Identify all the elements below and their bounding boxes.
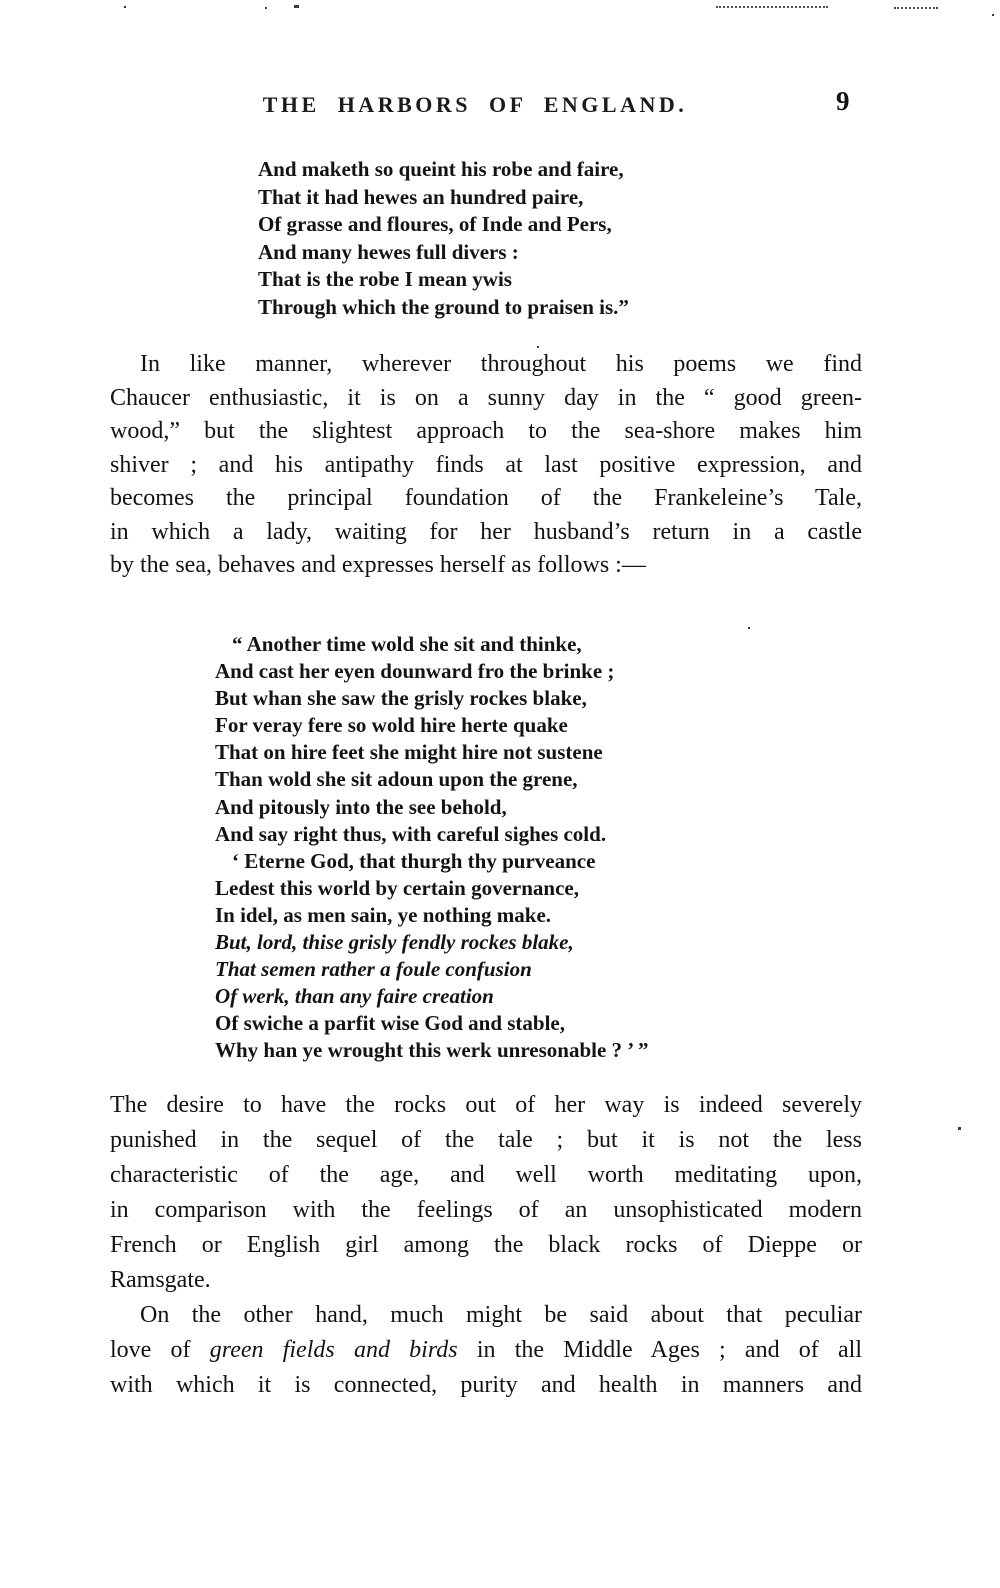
poem-line: Than wold she sit adoun upon the grene,: [215, 767, 578, 792]
paragraphs-bottom: [110, 1088, 862, 1403]
body-line: in which a lady, waiting for her husband’s return in a castle: [110, 518, 862, 545]
body-line: Chaucer enthusiastic, it is on a sunny day in the “ good green-: [110, 384, 862, 411]
scan-speck: [748, 627, 750, 629]
body-line: punished in the sequel of the tale ; but it is not the less: [110, 1127, 862, 1153]
poem-line: That on hire feet she might hire not sustene: [215, 740, 603, 765]
scan-speck: [124, 6, 126, 8]
poem-line: That it had hewes an hundred paire,: [258, 184, 584, 209]
poem-line: ‘ Eterne God, that thurgh thy purveance: [232, 848, 596, 873]
poem-line-italic: Of werk, than any faire creation: [215, 984, 494, 1009]
poem-line: Ledest this world by certain governance,: [215, 875, 579, 900]
scan-speck: [992, 14, 994, 16]
scan-speck: [958, 1127, 961, 1130]
poem-line: Why han ye wrought this werk unresonable ? ’ ”: [215, 1038, 649, 1063]
paragraph-1: [110, 348, 862, 583]
body-line: wood,” but the slightest approach to the sea-shore makes him: [110, 418, 862, 444]
poem-line: And many hewes full divers :: [258, 239, 519, 264]
body-line: becomes the principal foundation of the Frankeleine’s Tale,: [110, 485, 862, 511]
body-line: by the sea, behaves and expresses herself as follows :—: [110, 552, 646, 578]
poem-line: Of swiche a parfit wise God and stable,: [215, 1011, 566, 1036]
poem-line: But whan she saw the grisly rockes blake,: [215, 686, 587, 711]
poem-quote-2: [215, 631, 648, 1065]
body-line: French or English girl among the black rocks of Dieppe or: [110, 1232, 862, 1258]
poem-line: And pitously into the see behold,: [215, 794, 507, 819]
poem-line: Of grasse and floures, of Inde and Pers,: [258, 212, 612, 237]
poem-line: “ Another time wold she sit and thinke,: [232, 632, 582, 656]
body-text: in the Middle Ages ; and of all: [457, 1337, 862, 1363]
poem-line: And maketh so queint his robe and faire,: [258, 157, 624, 181]
scan-dotted-mark: [894, 7, 938, 9]
poem-line: Through which the ground to praisen is.”: [258, 294, 629, 319]
body-line: in comparison with the feelings of an unsophisticated modern: [110, 1197, 862, 1223]
poem-quote-1: [258, 156, 629, 322]
scan-dotted-mark: [716, 6, 828, 8]
page-number: 9: [836, 86, 850, 116]
poem-line: For veray fere so wold hire herte quake: [215, 713, 568, 738]
body-line: The desire to have the rocks out of her way is indeed severely: [110, 1092, 862, 1118]
body-line: characteristic of the age, and well worth meditating upon,: [110, 1162, 862, 1188]
poem-line-italic: But, lord, thise grisly fendly rockes blake,: [215, 930, 574, 955]
body-text-italic: green fields and birds: [209, 1337, 458, 1363]
poem-line: And say right thus, with careful sighes cold.: [215, 821, 607, 846]
body-line: shiver ; and his antipathy finds at last positive expression, and: [110, 451, 862, 478]
poem-line: And cast her eyen dounward fro the brinke ;: [215, 659, 615, 684]
poem-line: That is the robe I mean ywis: [258, 267, 512, 292]
body-text: love of: [110, 1337, 210, 1363]
scan-speck: [294, 5, 299, 8]
poem-line-italic: That semen rather a foule confusion: [215, 957, 532, 982]
running-header-title: THE HARBORS OF ENGLAND.: [262, 92, 688, 117]
body-line: In like manner, wherever throughout his poems we find: [140, 351, 862, 377]
scan-speck: [265, 7, 267, 9]
body-line: with which it is connected, purity and health in manners and: [110, 1372, 862, 1398]
body-line: Ramsgate.: [110, 1267, 211, 1293]
poem-line: In idel, as men sain, ye nothing make.: [215, 902, 552, 927]
body-line: On the other hand, much might be said about that peculiar: [140, 1302, 862, 1328]
body-line-with-italic: [110, 1333, 862, 1368]
